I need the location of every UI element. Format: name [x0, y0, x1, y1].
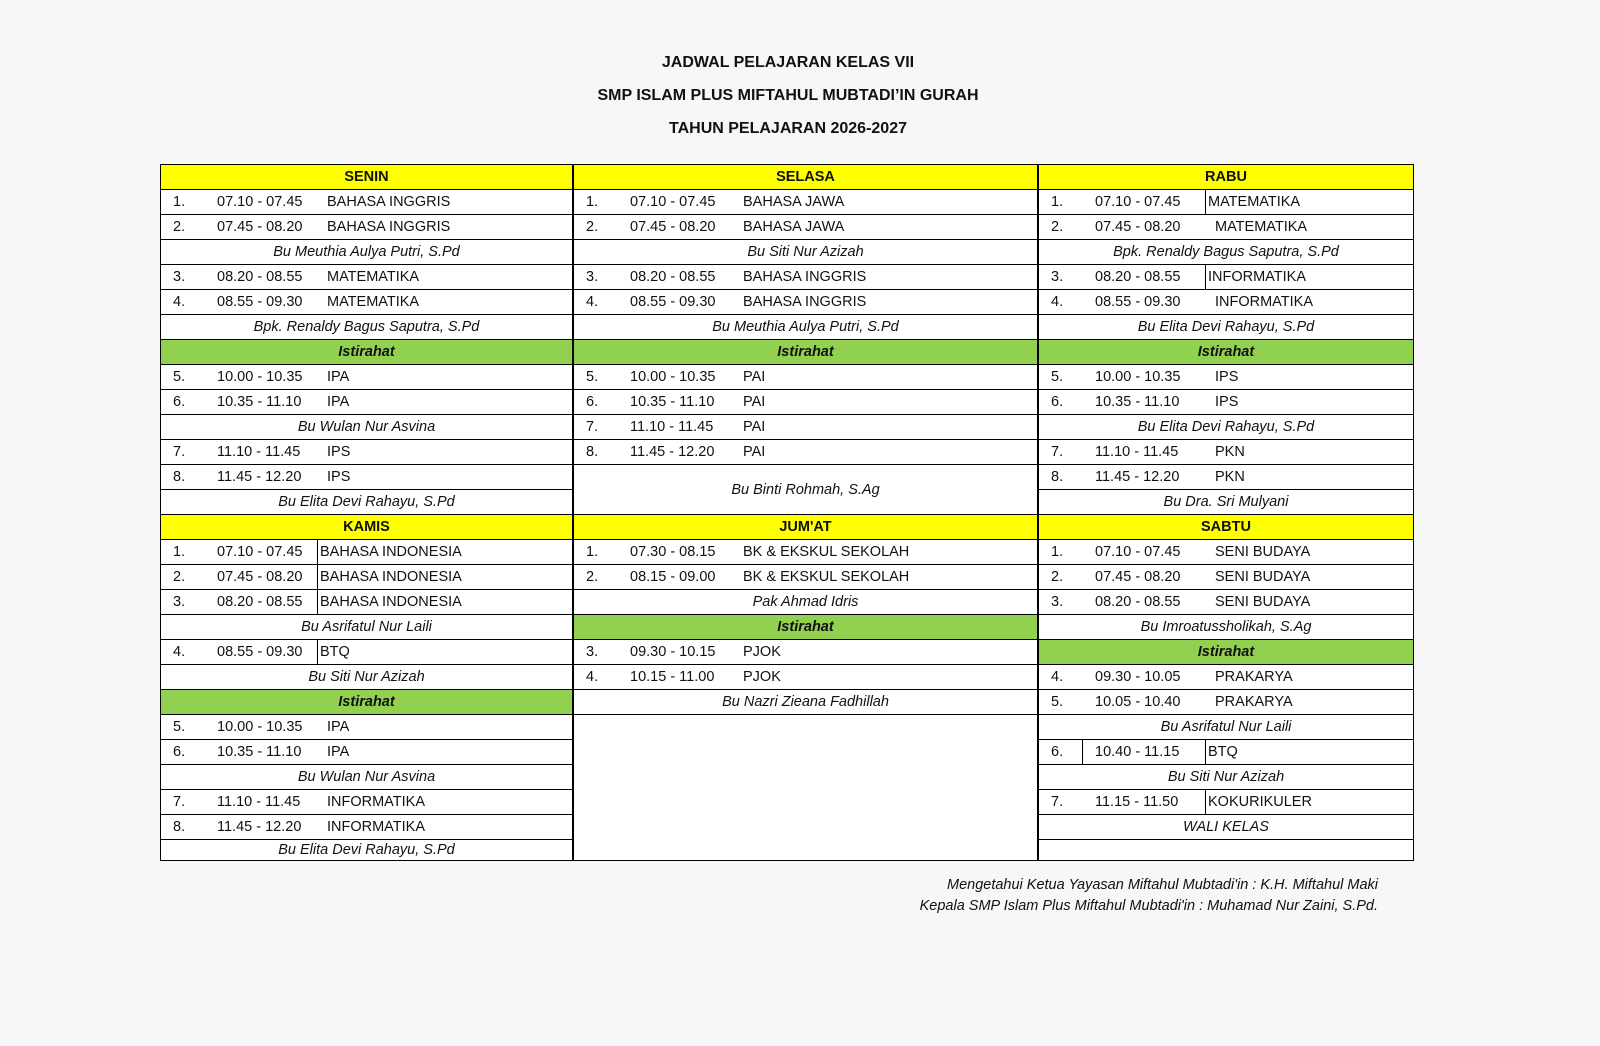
lesson-subject: IPS — [1215, 369, 1239, 385]
lesson-time: 08.20 - 08.55 — [1095, 594, 1181, 610]
title-line-1: JADWAL PELAJARAN KELAS VII — [661, 54, 915, 71]
lesson-subject: BAHASA JAWA — [743, 219, 845, 235]
day-header: SABTU — [1039, 515, 1413, 540]
lesson-subject: SENI BUDAYA — [1215, 544, 1311, 560]
lesson-time: 11.45 - 12.20 — [1095, 469, 1180, 485]
teacher-row: WALI KELAS — [1039, 815, 1413, 840]
lesson-time: 08.55 - 09.30 — [1095, 294, 1181, 310]
teacher-row: Pak Ahmad Idris — [574, 590, 1037, 615]
lesson-number: 7. — [586, 419, 599, 435]
teacher-row: Bu Elita Devi Rahayu, S.Pd — [1039, 315, 1413, 340]
column-selasa-jumat — [574, 165, 1039, 860]
lesson-number: 3. — [173, 594, 186, 610]
lesson-time: 10.00 - 10.35 — [217, 719, 303, 735]
teacher-row: Bu Siti Nur Azizah — [574, 240, 1037, 265]
lesson-time: 10.35 - 11.10 — [1095, 394, 1180, 410]
lesson-row — [1039, 665, 1413, 690]
lesson-row — [1039, 190, 1413, 215]
column-rabu-sabtu — [1039, 165, 1413, 860]
lesson-time: 07.45 - 08.20 — [217, 219, 303, 235]
lesson-time: 09.30 - 10.15 — [630, 644, 716, 660]
lesson-number: 2. — [1051, 569, 1064, 585]
lesson-row — [574, 415, 1037, 440]
lesson-time: 10.35 - 11.10 — [630, 394, 715, 410]
teacher-row: Bu Elita Devi Rahayu, S.Pd — [1039, 415, 1413, 440]
lesson-time: 07.10 - 07.45 — [630, 194, 716, 210]
lesson-subject: MATEMATIKA — [327, 269, 420, 285]
teacher-row: Bpk. Renaldy Bagus Saputra, S.Pd — [161, 315, 572, 340]
empty-cell — [574, 715, 1037, 860]
lesson-row — [161, 215, 572, 240]
lesson-row — [161, 740, 572, 765]
break-row: Istirahat — [574, 340, 1037, 365]
lesson-number: 4. — [173, 644, 186, 660]
lesson-number: 6. — [1039, 740, 1083, 764]
lesson-subject: BAHASA INDONESIA — [317, 565, 462, 589]
teacher-row: Bu Siti Nur Azizah — [161, 665, 572, 690]
lesson-number: 5. — [586, 369, 599, 385]
lesson-row — [161, 565, 572, 590]
lesson-row — [1039, 290, 1413, 315]
lesson-time: 11.45 - 12.20 — [217, 819, 302, 835]
lesson-subject: BK & EKSKUL SEKOLAH — [743, 569, 910, 585]
lesson-time: 07.45 - 08.20 — [1095, 219, 1181, 235]
lesson-number: 5. — [1051, 369, 1064, 385]
lesson-subject: BAHASA INDONESIA — [317, 540, 462, 564]
lesson-row — [1039, 390, 1413, 415]
lesson-number: 8. — [1051, 469, 1064, 485]
lesson-subject: BK & EKSKUL SEKOLAH — [743, 544, 910, 560]
lesson-number: 3. — [173, 269, 186, 285]
lesson-subject: PRAKARYA — [1215, 669, 1293, 685]
lesson-number: 1. — [586, 544, 599, 560]
lesson-row — [161, 190, 572, 215]
teacher-row: Bu Meuthia Aulya Putri, S.Pd — [161, 240, 572, 265]
lesson-number: 5. — [1051, 694, 1064, 710]
lesson-row — [161, 290, 572, 315]
lesson-row — [574, 190, 1037, 215]
lesson-row — [161, 590, 572, 615]
lesson-subject: IPA — [327, 369, 350, 385]
lesson-time: 10.00 - 10.35 — [630, 369, 716, 385]
lesson-row — [574, 640, 1037, 665]
empty-cell — [1039, 840, 1413, 860]
lesson-number: 7. — [1051, 444, 1064, 460]
lesson-time: 07.10 - 07.45 — [217, 194, 303, 210]
lesson-number: 3. — [1051, 594, 1064, 610]
lesson-time: 10.40 - 11.15 — [1095, 744, 1180, 760]
lesson-subject: BAHASA INGGRIS — [327, 194, 451, 210]
lesson-subject: KOKURIKULER — [1205, 790, 1312, 814]
lesson-subject: PKN — [1215, 444, 1245, 460]
lesson-row — [161, 640, 572, 665]
lesson-subject: INFORMATIKA — [327, 794, 426, 810]
lesson-number: 4. — [1051, 294, 1064, 310]
lesson-row — [1039, 440, 1413, 465]
lesson-subject: IPS — [1215, 394, 1239, 410]
lesson-subject: IPS — [327, 444, 351, 460]
lesson-row — [161, 390, 572, 415]
lesson-time: 09.30 - 10.05 — [1095, 669, 1181, 685]
lesson-time: 11.10 - 11.45 — [217, 794, 301, 810]
lesson-time: 11.10 - 11.45 — [1095, 444, 1179, 460]
lesson-subject: SENI BUDAYA — [1215, 594, 1311, 610]
lesson-number: 7. — [1051, 794, 1064, 810]
teacher-row: Bu Wulan Nur Asvina — [161, 415, 572, 440]
lesson-time: 11.45 - 12.20 — [630, 444, 715, 460]
schedule-table — [160, 164, 1414, 861]
lesson-number: 6. — [173, 394, 186, 410]
lesson-number: 1. — [1051, 194, 1064, 210]
lesson-row — [1039, 540, 1413, 565]
lesson-subject: PAI — [743, 419, 766, 435]
lesson-row — [1039, 265, 1413, 290]
lesson-number: 1. — [1051, 544, 1064, 560]
lesson-time: 10.05 - 10.40 — [1095, 694, 1181, 710]
lesson-time: 08.20 - 08.55 — [630, 269, 716, 285]
lesson-number: 1. — [173, 194, 186, 210]
lesson-subject: BAHASA INGGRIS — [743, 294, 867, 310]
lesson-number: 6. — [586, 394, 599, 410]
lesson-number: 8. — [586, 444, 599, 460]
lesson-subject: BAHASA INDONESIA — [317, 590, 462, 614]
footer-line-1: Mengetahui Ketua Yayasan Miftahul Mubtadi'in : K.H. Miftahul Maki — [946, 877, 1378, 893]
lesson-number: 2. — [173, 219, 186, 235]
day-header: SENIN — [161, 165, 572, 190]
teacher-row: Bu Binti Rohmah, S.Ag — [574, 465, 1037, 515]
lesson-time: 08.55 - 09.30 — [217, 294, 303, 310]
break-row: Istirahat — [161, 340, 572, 365]
lesson-row — [1039, 740, 1413, 765]
teacher-row: Bu Nazri Zieana Fadhillah — [574, 690, 1037, 715]
lesson-time: 10.00 - 10.35 — [1095, 369, 1181, 385]
lesson-time: 07.45 - 08.20 — [1095, 569, 1181, 585]
lesson-time: 08.20 - 08.55 — [217, 594, 303, 610]
lesson-row — [161, 265, 572, 290]
lesson-row — [1039, 590, 1413, 615]
lesson-row — [1039, 565, 1413, 590]
lesson-number: 4. — [586, 294, 599, 310]
lesson-row — [161, 815, 572, 840]
document-title — [0, 46, 1576, 145]
lesson-time: 07.45 - 08.20 — [630, 219, 716, 235]
lesson-number: 2. — [173, 569, 186, 585]
lesson-time: 07.30 - 08.15 — [630, 544, 716, 560]
lesson-time: 08.20 - 08.55 — [217, 269, 303, 285]
lesson-subject: MATEMATIKA — [1205, 190, 1300, 214]
lesson-row — [574, 665, 1037, 690]
teacher-row: Bu Imroatussholikah, S.Ag — [1039, 615, 1413, 640]
lesson-subject: BAHASA JAWA — [743, 194, 845, 210]
lesson-number: 6. — [173, 744, 186, 760]
lesson-row — [1039, 690, 1413, 715]
lesson-row — [574, 290, 1037, 315]
lesson-subject: MATEMATIKA — [1215, 219, 1308, 235]
lesson-row — [574, 565, 1037, 590]
lesson-number: 3. — [586, 644, 599, 660]
lesson-subject: INFORMATIKA — [1215, 294, 1314, 310]
footer-line-2: Kepala SMP Islam Plus Miftahul Mubtadi'in : Muhamad Nur Zaini, S.Pd. — [919, 898, 1378, 914]
lesson-row — [161, 540, 572, 565]
lesson-number: 7. — [173, 444, 186, 460]
lesson-time: 08.20 - 08.55 — [1095, 269, 1181, 285]
break-row: Istirahat — [574, 615, 1037, 640]
lesson-row — [161, 715, 572, 740]
lesson-number: 5. — [173, 719, 186, 735]
lesson-number: 7. — [173, 794, 186, 810]
lesson-subject: BAHASA INGGRIS — [743, 269, 867, 285]
day-header: KAMIS — [161, 515, 572, 540]
lesson-row — [574, 365, 1037, 390]
lesson-number: 4. — [1051, 669, 1064, 685]
lesson-row — [1039, 215, 1413, 240]
day-header: RABU — [1039, 165, 1413, 190]
lesson-subject: IPA — [327, 744, 350, 760]
lesson-row — [161, 440, 572, 465]
lesson-row — [1039, 790, 1413, 815]
break-row: Istirahat — [1039, 640, 1413, 665]
lesson-number: 2. — [586, 569, 599, 585]
lesson-number: 3. — [586, 269, 599, 285]
day-header: SELASA — [574, 165, 1037, 190]
lesson-number: 2. — [1051, 219, 1064, 235]
lesson-number: 5. — [173, 369, 186, 385]
lesson-subject: PRAKARYA — [1215, 694, 1293, 710]
lesson-row — [574, 390, 1037, 415]
teacher-row: Bpk. Renaldy Bagus Saputra, S.Pd — [1039, 240, 1413, 265]
lesson-row — [161, 790, 572, 815]
lesson-time: 11.15 - 11.50 — [1095, 794, 1179, 810]
teacher-row: Bu Elita Devi Rahayu, S.Pd — [161, 490, 572, 515]
lesson-subject: BAHASA INGGRIS — [327, 219, 451, 235]
lesson-row — [574, 215, 1037, 240]
lesson-row — [574, 540, 1037, 565]
lesson-row — [1039, 465, 1413, 490]
lesson-number: 2. — [586, 219, 599, 235]
break-row: Istirahat — [1039, 340, 1413, 365]
lesson-subject: IPA — [327, 394, 350, 410]
lesson-subject: MATEMATIKA — [327, 294, 420, 310]
day-header: JUM'AT — [574, 515, 1037, 540]
lesson-subject: PAI — [743, 369, 766, 385]
lesson-row — [161, 465, 572, 490]
lesson-number: 3. — [1051, 269, 1064, 285]
lesson-number: 6. — [1051, 394, 1064, 410]
teacher-row: Bu Asrifatul Nur Laili — [1039, 715, 1413, 740]
lesson-time: 08.55 - 09.30 — [630, 294, 716, 310]
teacher-row: Bu Dra. Sri Mulyani — [1039, 490, 1413, 515]
lesson-number: 1. — [586, 194, 599, 210]
column-senin-kamis — [161, 165, 574, 860]
lesson-subject: PJOK — [743, 644, 781, 660]
lesson-row — [574, 440, 1037, 465]
lesson-number: 8. — [173, 469, 186, 485]
lesson-number: 1. — [173, 544, 186, 560]
lesson-time: 07.10 - 07.45 — [1095, 194, 1181, 210]
lesson-subject: INFORMATIKA — [327, 819, 426, 835]
lesson-time: 11.10 - 11.45 — [217, 444, 301, 460]
lesson-time: 10.15 - 11.00 — [630, 669, 715, 685]
lesson-time: 07.10 - 07.45 — [1095, 544, 1181, 560]
lesson-time: 11.10 - 11.45 — [630, 419, 714, 435]
lesson-subject: BTQ — [317, 640, 350, 664]
lesson-subject: BTQ — [1205, 740, 1238, 764]
lesson-subject: PJOK — [743, 669, 781, 685]
lesson-time: 08.15 - 09.00 — [630, 569, 716, 585]
lesson-number: 4. — [586, 669, 599, 685]
lesson-subject: PAI — [743, 444, 766, 460]
lesson-time: 10.35 - 11.10 — [217, 394, 302, 410]
lesson-time: 07.10 - 07.45 — [217, 544, 303, 560]
teacher-row: Bu Siti Nur Azizah — [1039, 765, 1413, 790]
teacher-row: Bu Elita Devi Rahayu, S.Pd — [278, 842, 455, 858]
lesson-time: 07.45 - 08.20 — [217, 569, 303, 585]
title-line-3: TAHUN PELAJARAN 2026-2027 — [669, 120, 907, 137]
teacher-row: Bu Meuthia Aulya Putri, S.Pd — [574, 315, 1037, 340]
lesson-subject: PAI — [743, 394, 766, 410]
lesson-number: 4. — [173, 294, 186, 310]
lesson-row — [161, 365, 572, 390]
lesson-row — [1039, 365, 1413, 390]
teacher-row: Bu Asrifatul Nur Laili — [161, 615, 572, 640]
lesson-time: 08.55 - 09.30 — [217, 644, 303, 660]
lesson-subject: PKN — [1215, 469, 1245, 485]
signature-footer — [920, 875, 1378, 917]
lesson-subject: IPA — [327, 719, 350, 735]
lesson-subject: INFORMATIKA — [1205, 265, 1306, 289]
title-line-2: SMP ISLAM PLUS MIFTAHUL MUBTADI’IN GURAH — [597, 87, 979, 104]
lesson-subject: IPS — [327, 469, 351, 485]
lesson-time: 10.35 - 11.10 — [217, 744, 302, 760]
lesson-row — [574, 265, 1037, 290]
lesson-time: 11.45 - 12.20 — [217, 469, 302, 485]
break-row: Istirahat — [161, 690, 572, 715]
teacher-row: Bu Wulan Nur Asvina — [161, 765, 572, 790]
lesson-subject: SENI BUDAYA — [1215, 569, 1311, 585]
lesson-time: 10.00 - 10.35 — [217, 369, 303, 385]
lesson-number: 8. — [173, 819, 186, 835]
